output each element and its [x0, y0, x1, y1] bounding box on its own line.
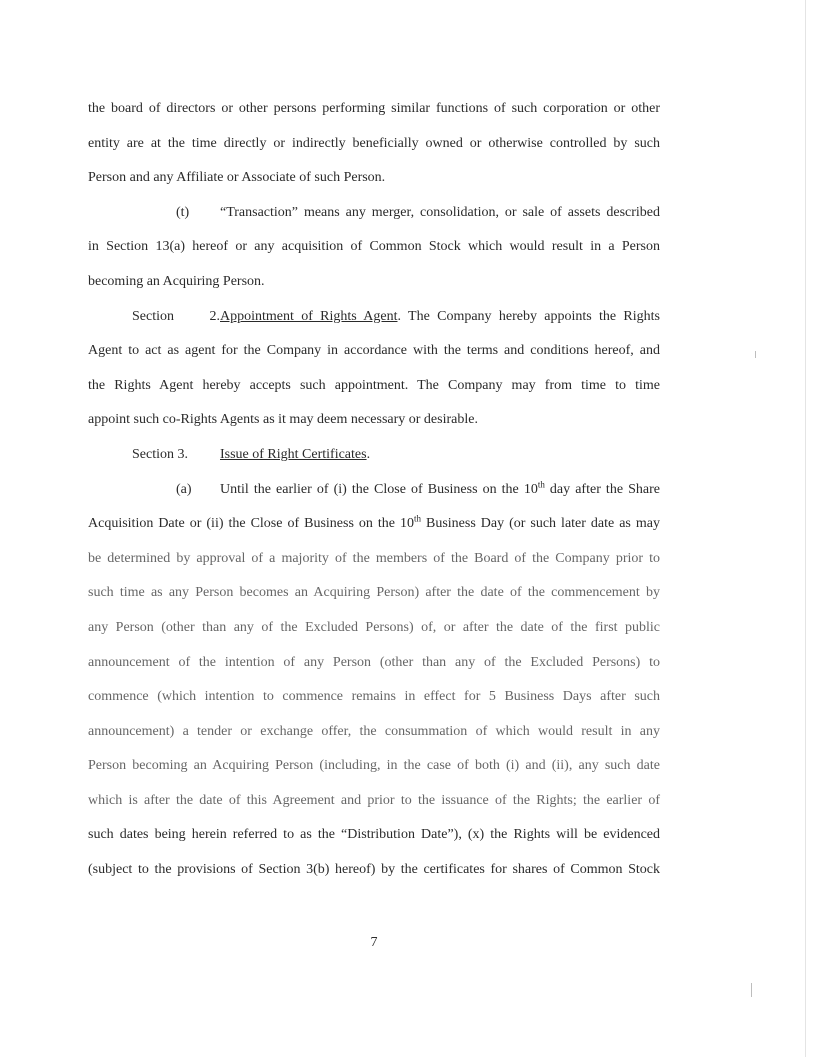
page-number: 7 — [370, 935, 378, 950]
carryover-paragraph — [88, 92, 660, 196]
text-line: appoint such co-Rights Agents as it may deem necessary or desirable. — [88, 412, 478, 428]
text-line: announcement) a tender or exchange offer, the consummation of which would result in any — [88, 723, 660, 739]
scan-speck — [751, 983, 752, 997]
document-body — [88, 92, 660, 888]
section-title-end: . — [366, 446, 371, 462]
section-number: Section 3. — [132, 446, 188, 462]
text-line: Person and any Affiliate or Associate of such Person. — [88, 170, 386, 186]
text-line — [88, 300, 660, 335]
section-2 — [88, 300, 660, 438]
definition-text: “Transaction” means any merger, consolidation, or sale of assets described — [220, 204, 660, 220]
text-line: such time as any Person becomes an Acquiring Person) after the date of the commencement by — [88, 585, 660, 601]
text-line: any Person (other than any of the Excluded Persons) of, or after the date of the first public — [88, 619, 660, 635]
transaction-definition — [88, 196, 660, 300]
text-line: (subject to the provisions of Section 3(b) hereof) by the certificates for shares of Common Stock — [88, 862, 660, 878]
scan-speck — [755, 351, 756, 358]
section-title: Appointment of Rights Agent — [220, 308, 398, 324]
text-line: entity are at the time directly or indirectly beneficially owned or otherwise controlled by such — [88, 135, 660, 151]
superscript: th — [537, 478, 545, 489]
section-number: Section 2. — [132, 308, 220, 324]
text-line: be determined by approval of a majority of the members of the Board of the Company prior to — [88, 550, 660, 566]
text-line: becoming an Acquiring Person. — [88, 273, 265, 289]
page-edge — [805, 0, 806, 1057]
text-line: which is after the date of this Agreement and prior to the issuance of the Rights; the earlier of — [88, 792, 660, 808]
text-line: in Section 13(a) hereof or any acquisition of Common Stock which would result in a Person — [88, 239, 660, 255]
text-fragment: Acquisition Date or (ii) the Close of Business on the 10 — [88, 516, 414, 532]
text-line — [88, 473, 660, 508]
text-line: Agent to act as agent for the Company in accordance with the terms and conditions hereof, and — [88, 343, 660, 359]
text-line: such dates being herein referred to as the “Distribution Date”), (x) the Rights will be evidenced — [88, 827, 660, 843]
definition-marker: (t) — [176, 204, 190, 220]
text-line: the board of directors or other persons performing similar functions of such corporation or other — [88, 101, 660, 116]
section-text: . The Company hereby appoints the Rights — [397, 308, 660, 324]
text-line — [88, 507, 660, 542]
section-title: Issue of Right Certificates — [220, 446, 367, 462]
section-3 — [88, 438, 660, 888]
text-line — [88, 438, 660, 473]
text-line: the Rights Agent hereby accepts such appointment. The Company may from time to time — [88, 377, 660, 393]
text-fragment: Until the earlier of (i) the Close of Business on the 10 — [220, 481, 538, 497]
text-fragment: day after the Share — [544, 481, 660, 497]
text-fragment: Business Day (or such later date as may — [421, 516, 660, 532]
paragraph-marker: (a) — [176, 481, 192, 497]
text-line: commence (which intention to commence remains in effect for 5 Business Days after such — [88, 689, 660, 705]
text-line: announcement of the intention of any Person (other than any of the Excluded Persons) to — [88, 654, 660, 670]
text-line: Person becoming an Acquiring Person (including, in the case of both (i) and (ii), any such date — [88, 758, 660, 774]
text-line — [88, 196, 660, 231]
superscript: th — [413, 513, 421, 524]
